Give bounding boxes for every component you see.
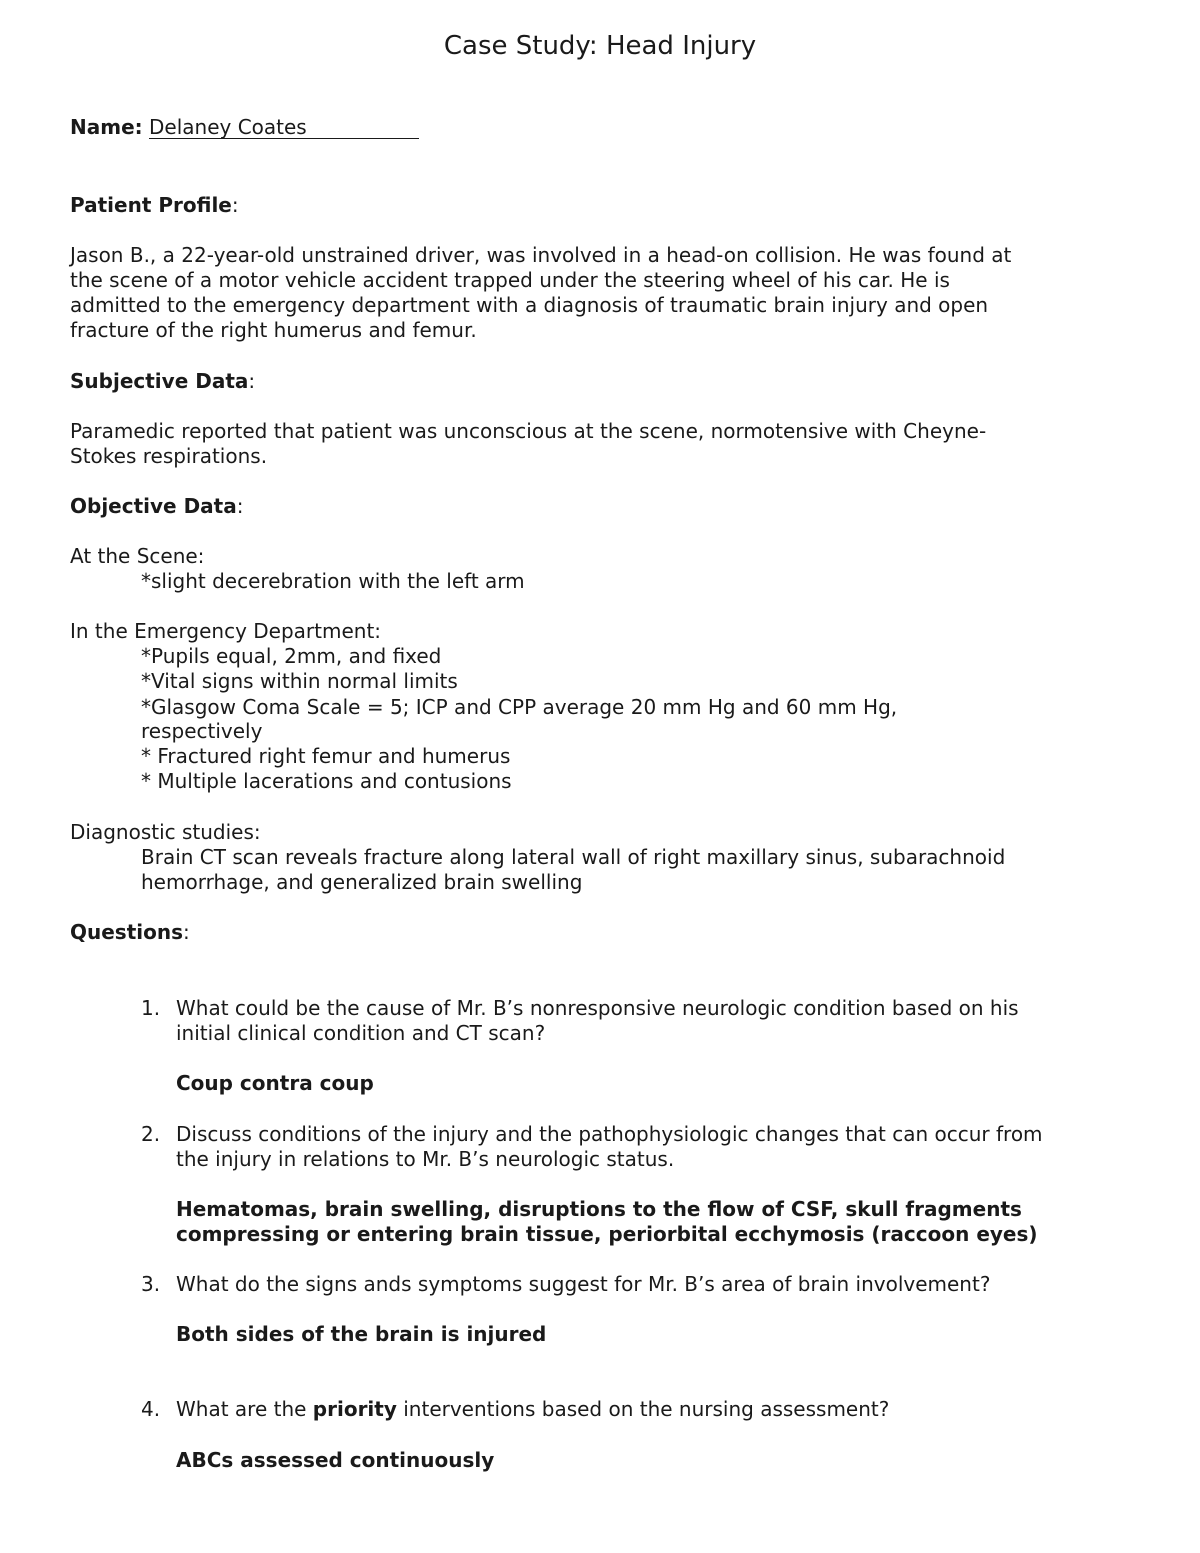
question-number: 4. [141, 1397, 161, 1421]
answer-text: Hematomas, brain swelling, disruptions to the flow of CSF, skull fragments [176, 1197, 1022, 1221]
patient-profile-line: fracture of the right humerus and femur. [70, 318, 477, 342]
question-text: initial clinical condition and CT scan? [176, 1021, 546, 1045]
question-text: What are the priority interventions based on the nursing assessment? [176, 1397, 890, 1421]
emphasis-priority: priority [312, 1397, 397, 1421]
name-value: Delaney Coates [149, 116, 419, 139]
ed-label: In the Emergency Department: [70, 619, 382, 643]
question-number: 2. [141, 1122, 161, 1146]
ed-item: *Vital signs within normal limits [141, 669, 458, 693]
patient-profile-line: admitted to the emergency department with a diagnosis of traumatic brain injury and open [70, 293, 989, 317]
name-label: Name: [70, 115, 143, 139]
ed-item: * Multiple lacerations and contusions [141, 769, 512, 793]
document-title: Case Study: Head Injury [443, 31, 757, 61]
patient-profile-heading: Patient Profile: [70, 193, 239, 217]
ed-item: respectively [141, 719, 263, 743]
answer-text: Coup contra coup [176, 1071, 374, 1095]
ed-item: * Fractured right femur and humerus [141, 744, 511, 768]
question-text: What could be the cause of Mr. B’s nonresponsive neurologic condition based on his [176, 996, 1019, 1020]
patient-profile-line: Jason B., a 22-year-old unstrained driver, was involved in a head-on collision. He was found at [70, 243, 1012, 267]
questions-heading: Questions: [70, 920, 190, 944]
question-text: What do the signs ands symptoms suggest for Mr. B’s area of brain involvement? [176, 1272, 991, 1296]
name-line [70, 115, 1130, 140]
diagnostic-line: hemorrhage, and generalized brain swelling [141, 870, 583, 894]
diagnostic-label: Diagnostic studies: [70, 820, 261, 844]
ed-item: *Glasgow Coma Scale = 5; ICP and CPP average 20 mm Hg and 60 mm Hg, [141, 695, 898, 719]
patient-profile-line: the scene of a motor vehicle accident trapped under the steering wheel of his car. He is [70, 268, 950, 292]
ed-item: *Pupils equal, 2mm, and fixed [141, 644, 442, 668]
question-text: the injury in relations to Mr. B’s neurologic status. [176, 1147, 675, 1171]
answer-text: compressing or entering brain tissue, periorbital ecchymosis (raccoon eyes) [176, 1222, 1038, 1246]
question-number: 3. [141, 1272, 161, 1296]
subjective-heading: Subjective Data: [70, 369, 256, 393]
subjective-line: Paramedic reported that patient was unconscious at the scene, normotensive with Cheyne- [70, 419, 987, 443]
scene-label: At the Scene: [70, 544, 205, 568]
question-number: 1. [141, 996, 161, 1020]
subjective-line: Stokes respirations. [70, 444, 268, 468]
diagnostic-line: Brain CT scan reveals fracture along lateral wall of right maxillary sinus, subarachnoid [141, 845, 1006, 869]
answer-text: Both sides of the brain is injured [176, 1322, 547, 1346]
answer-text: ABCs assessed continuously [176, 1448, 495, 1472]
scene-item: *slight decerebration with the left arm [141, 569, 525, 593]
objective-heading: Objective Data: [70, 494, 244, 518]
question-text: Discuss conditions of the injury and the pathophysiologic changes that can occur from [176, 1122, 1043, 1146]
